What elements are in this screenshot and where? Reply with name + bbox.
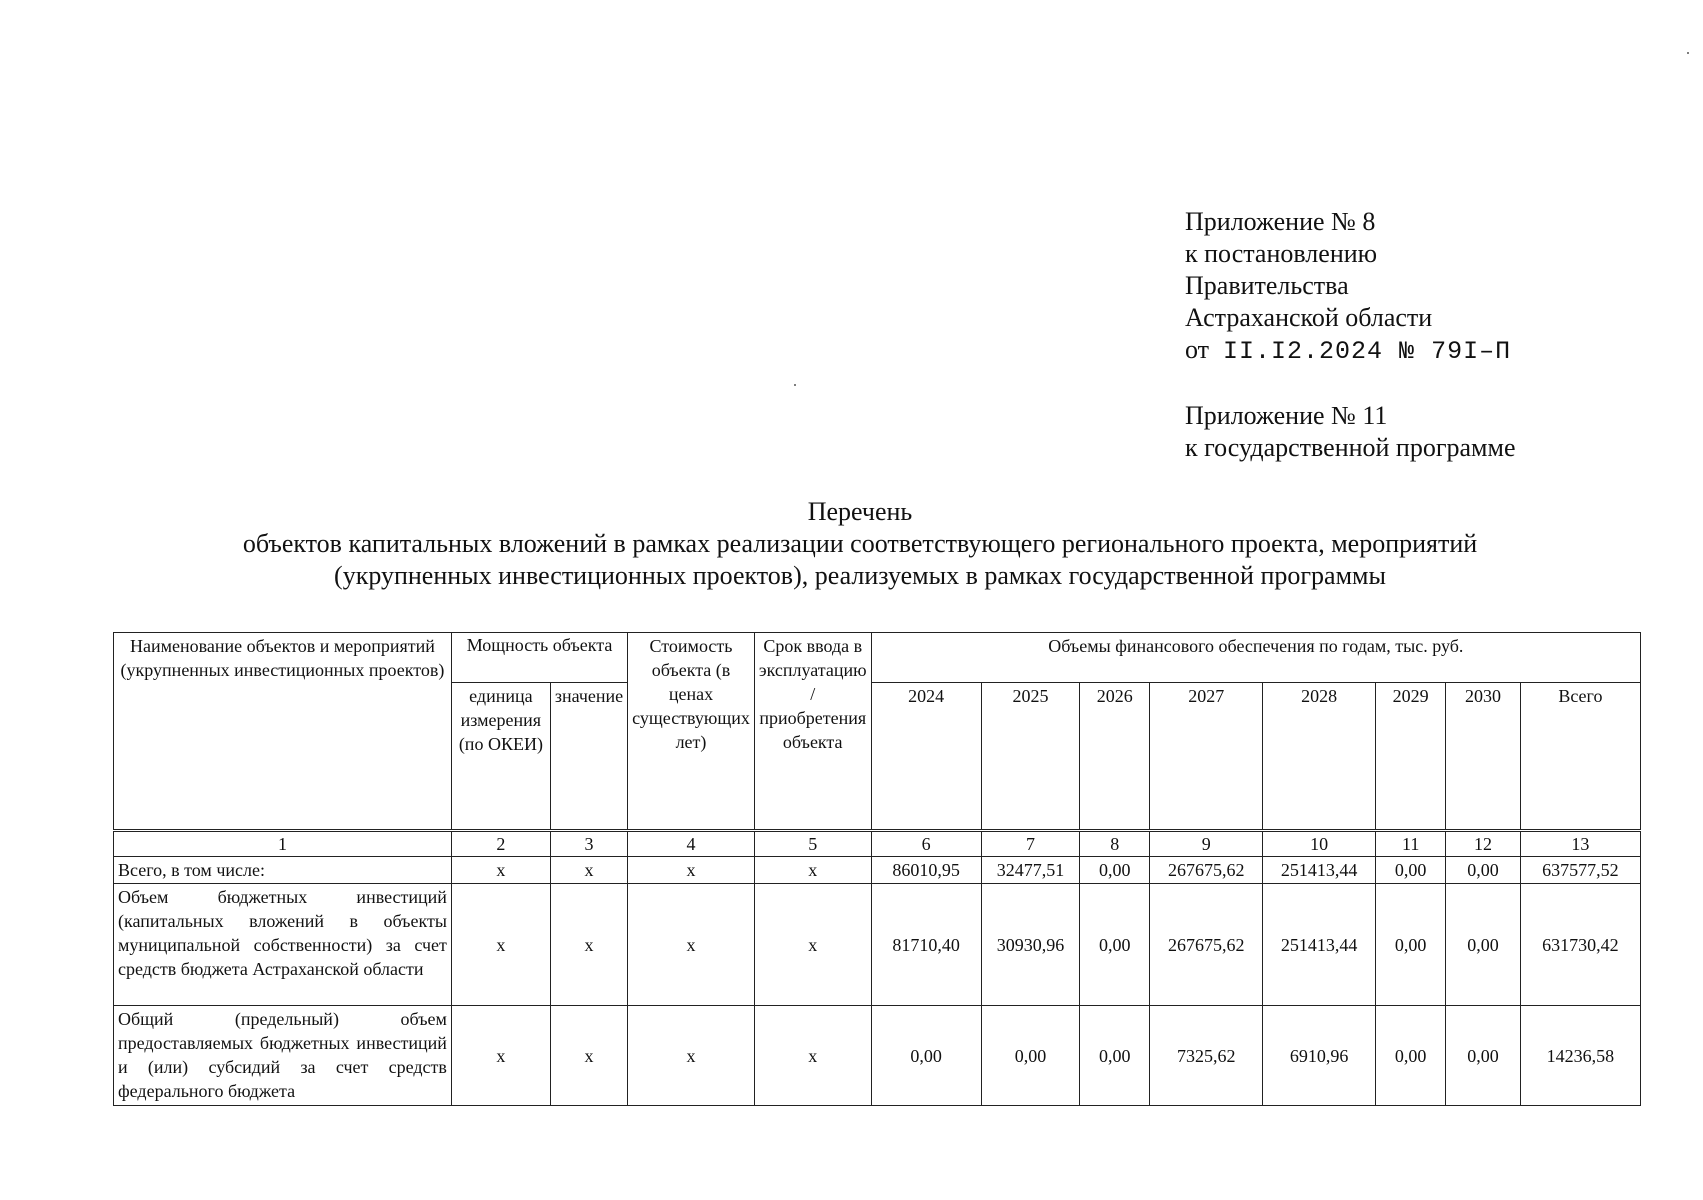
amount-2030: 0,00 xyxy=(1446,857,1521,884)
amount-2026: 0,00 xyxy=(1080,857,1150,884)
amount-2025: 30930,96 xyxy=(981,884,1079,1006)
year-header-2024: 2024 xyxy=(871,683,981,831)
appendix-header xyxy=(1185,206,1516,464)
title-line-3: (укрупненных инвестиционных проектов), реализуемых в рамках государственной программы xyxy=(334,561,1386,590)
title-line-1: Перечень xyxy=(807,497,913,526)
row-unit: х xyxy=(451,884,550,1006)
col-number: 4 xyxy=(628,831,755,857)
col-number: 5 xyxy=(754,831,871,857)
col-value-header: значение xyxy=(550,683,627,831)
order-date-line xyxy=(1185,334,1516,368)
amount-total: 14236,58 xyxy=(1520,1006,1640,1106)
scan-speck xyxy=(794,384,796,386)
amount-2028: 6910,96 xyxy=(1263,1006,1376,1106)
government-label: Правительства xyxy=(1185,271,1349,300)
col-number: 6 xyxy=(871,831,981,857)
amount-2029: 0,00 xyxy=(1376,884,1446,1006)
column-numbers-row xyxy=(114,831,1641,857)
amount-total: 637577,52 xyxy=(1520,857,1640,884)
col-cost-header: Стоимость объекта (в ценах существующих лет) xyxy=(628,633,755,831)
to-program-label: к государственной программе xyxy=(1185,433,1516,462)
col-number: 12 xyxy=(1446,831,1521,857)
amount-2029: 0,00 xyxy=(1376,1006,1446,1106)
amount-2026: 0,00 xyxy=(1080,884,1150,1006)
amount-2027: 7325,62 xyxy=(1150,1006,1263,1106)
from-label: от xyxy=(1185,335,1210,364)
header-row-1 xyxy=(114,633,1641,683)
col-funding-header: Объемы финансового обеспечения по годам, тыс. руб. xyxy=(871,633,1640,683)
amount-total: 631730,42 xyxy=(1520,884,1640,1006)
col-number: 11 xyxy=(1376,831,1446,857)
row-value: х xyxy=(550,884,627,1006)
amount-2030: 0,00 xyxy=(1446,884,1521,1006)
year-header-2027: 2027 xyxy=(1150,683,1263,831)
col-term-header: Срок ввода в эксплуатацию / приобретения объекта xyxy=(754,633,871,831)
row-value: х xyxy=(550,857,627,884)
amount-2029: 0,00 xyxy=(1376,857,1446,884)
col-number: 2 xyxy=(451,831,550,857)
amount-2026: 0,00 xyxy=(1080,1006,1150,1106)
amount-2025: 0,00 xyxy=(981,1006,1079,1106)
amount-2024: 81710,40 xyxy=(871,884,981,1006)
row-cost: х xyxy=(628,857,755,884)
table-row-federal-budget xyxy=(114,1006,1641,1106)
col-number: 13 xyxy=(1520,831,1640,857)
row-term: х xyxy=(754,884,871,1006)
year-header-2028: 2028 xyxy=(1263,683,1376,831)
year-header-2025: 2025 xyxy=(981,683,1079,831)
amount-2025: 32477,51 xyxy=(981,857,1079,884)
amount-2028: 251413,44 xyxy=(1263,857,1376,884)
year-header-2029: 2029 xyxy=(1376,683,1446,831)
document-title xyxy=(0,496,1703,592)
region-label: Астраханской области xyxy=(1185,303,1433,332)
row-name: Объем бюджетных инвестиций (капитальных вложений в объекты муниципальной собственности) за счет средств бюджета Астраханской области xyxy=(114,884,452,1006)
amount-2027: 267675,62 xyxy=(1150,857,1263,884)
row-unit: х xyxy=(451,857,550,884)
order-reference: II.I2.2024 № 79I–П xyxy=(1223,337,1512,366)
col-number: 1 xyxy=(114,831,452,857)
scan-speck xyxy=(1687,52,1689,54)
row-cost: х xyxy=(628,884,755,1006)
amount-2027: 267675,62 xyxy=(1150,884,1263,1006)
col-number: 3 xyxy=(550,831,627,857)
appendix-8-label: Приложение № 8 xyxy=(1185,207,1376,236)
row-term: х xyxy=(754,857,871,884)
col-capacity-header: Мощность объекта xyxy=(451,633,627,683)
year-header-2026: 2026 xyxy=(1080,683,1150,831)
row-unit: х xyxy=(451,1006,550,1106)
appendix-11-label: Приложение № 11 xyxy=(1185,401,1388,430)
table-row-regional-budget xyxy=(114,884,1641,1006)
row-cost: х xyxy=(628,1006,755,1106)
col-number: 8 xyxy=(1080,831,1150,857)
row-name: Общий (предельный) объем предоставляемых бюджетных инвестиций и (или) субсидий за счет средств федерального бюджета xyxy=(114,1006,452,1106)
amount-2024: 0,00 xyxy=(871,1006,981,1106)
row-term: х xyxy=(754,1006,871,1106)
row-value: х xyxy=(550,1006,627,1106)
to-resolution-label: к постановлению xyxy=(1185,239,1378,268)
col-number: 10 xyxy=(1263,831,1376,857)
col-number: 9 xyxy=(1150,831,1263,857)
row-name: Всего, в том числе: xyxy=(114,857,452,884)
amount-2024: 86010,95 xyxy=(871,857,981,884)
year-header-2030: 2030 xyxy=(1446,683,1521,831)
amount-2030: 0,00 xyxy=(1446,1006,1521,1106)
col-unit-header: единица измерения (по ОКЕИ) xyxy=(451,683,550,831)
amount-2028: 251413,44 xyxy=(1263,884,1376,1006)
capital-investments-table xyxy=(113,632,1641,1106)
col-name-header: Наименование объектов и мероприятий (укрупненных инвестиционных проектов) xyxy=(114,633,452,831)
year-header-total: Всего xyxy=(1520,683,1640,831)
title-line-2: объектов капитальных вложений в рамках реализации соответствующего регионального проекта, мероприятий xyxy=(242,529,1478,558)
col-number: 7 xyxy=(981,831,1079,857)
table-row-total xyxy=(114,857,1641,884)
